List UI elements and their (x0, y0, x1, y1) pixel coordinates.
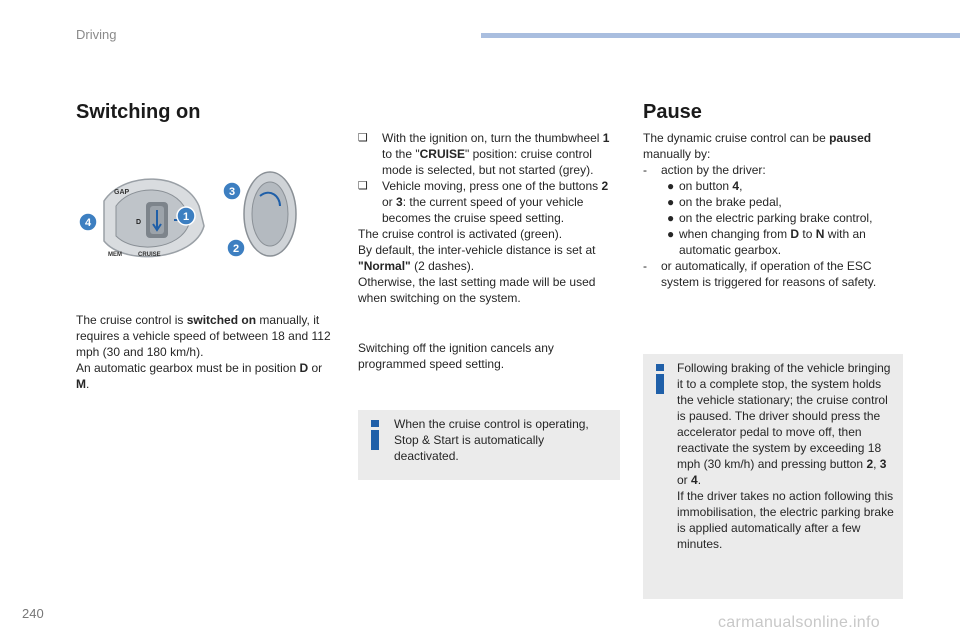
section-label: Driving (76, 27, 117, 42)
svg-text:2: 2 (232, 243, 240, 255)
stop-start-info-text: When the cruise control is operating, Stop & Start is automatically deactivated. (394, 417, 589, 463)
steering-stalk-controls-illustration (74, 166, 314, 276)
step-2: ❑ Vehicle moving, press one of the buttons 2 or 3: the current speed of your vehicle becomes the cruise speed setting. (358, 179, 609, 225)
badge-3 (223, 182, 241, 200)
switch-on-paragraph: The cruise control is switched on manually, it requires a vehicle speed of between 18 and 112 mph (30 and 180 km/h). (76, 313, 331, 359)
default-distance-line: By default, the inter-vehicle distance is set at "Normal" (2 dashes). (358, 243, 596, 273)
bullet-icon: ● (667, 195, 675, 209)
badge-4 (79, 213, 97, 231)
automatic-pause: - or automatically, if operation of the ESC system is triggered for reasons of safety. (643, 259, 877, 289)
svg-text:3: 3 (228, 186, 236, 198)
driver-action: - action by the driver: (643, 163, 766, 177)
d-label: D (136, 219, 142, 226)
gearbox-paragraph: An automatic gearbox must be in position D or M. (76, 361, 323, 391)
pause-title: Pause (643, 101, 702, 123)
checkbox-marker-icon: ❑ (358, 132, 368, 144)
bullet-brake-pedal: ● on the brake pedal, (667, 195, 782, 209)
switching-on-text (76, 312, 338, 392)
bullet-gearbox: ● when changing from D to N with an automatic gearbox. (667, 227, 866, 257)
svg-text:4: 4 (84, 217, 92, 229)
info-icon (653, 364, 667, 396)
watermark: carmanualsonline.info (718, 614, 880, 631)
step-1: ❑ With the ignition on, turn the thumbwheel 1 to the "CRUISE" position: cruise control mode is selected, but not started (grey). (358, 131, 610, 177)
bullet-button-4: ● on button 4, (667, 179, 743, 193)
pause-text (643, 130, 895, 290)
switching-on-title: Switching on (76, 101, 201, 123)
mem-label: MEM (108, 252, 122, 258)
bullet-icon: ● (667, 179, 675, 193)
header-accent-bar (481, 33, 960, 38)
pause-info-text: Following braking of the vehicle bringing it to a complete stop, the system holds the vehicle stationary; the cruise control is paused. The driver should press the accelerator pedal to move off, then reactivate the system by exceeding 18 mph (30 km/h) and pressing button 2, 3 or 4. If the driver takes no action following this immobilisation, the electric parking brake is applied automatically after a few minutes. (677, 361, 894, 551)
ignition-off-text: Switching off the ignition cancels any programmed speed setting. (358, 341, 554, 371)
stop-start-info-box (358, 410, 620, 480)
svg-text:1: 1 (182, 211, 190, 223)
cruise-label: CRUISE (138, 252, 161, 258)
activated-line: The cruise control is activated (green). (358, 227, 563, 241)
gap-label: GAP (114, 189, 130, 196)
badge-1 (177, 207, 195, 225)
pause-info-box (643, 354, 903, 599)
bullet-icon: ● (667, 211, 675, 225)
procedure-text (358, 130, 618, 306)
page-number: 240 (22, 606, 44, 621)
pause-intro: The dynamic cruise control can be paused manually by: (643, 131, 872, 161)
stalk (244, 172, 296, 256)
badge-2 (227, 239, 245, 257)
pause-info-text-2: If the driver takes no action following this immobilisation, the electric parking brake is applied automatically after a few minutes. (677, 489, 894, 551)
info-icon (368, 420, 382, 452)
bullet-parking-brake: ● on the electric parking brake control, (667, 211, 873, 225)
bullet-icon: ● (667, 227, 675, 241)
last-setting-line: Otherwise, the last setting made will be used when switching on the system. (358, 275, 596, 305)
checkbox-marker-icon: ❑ (358, 180, 368, 192)
